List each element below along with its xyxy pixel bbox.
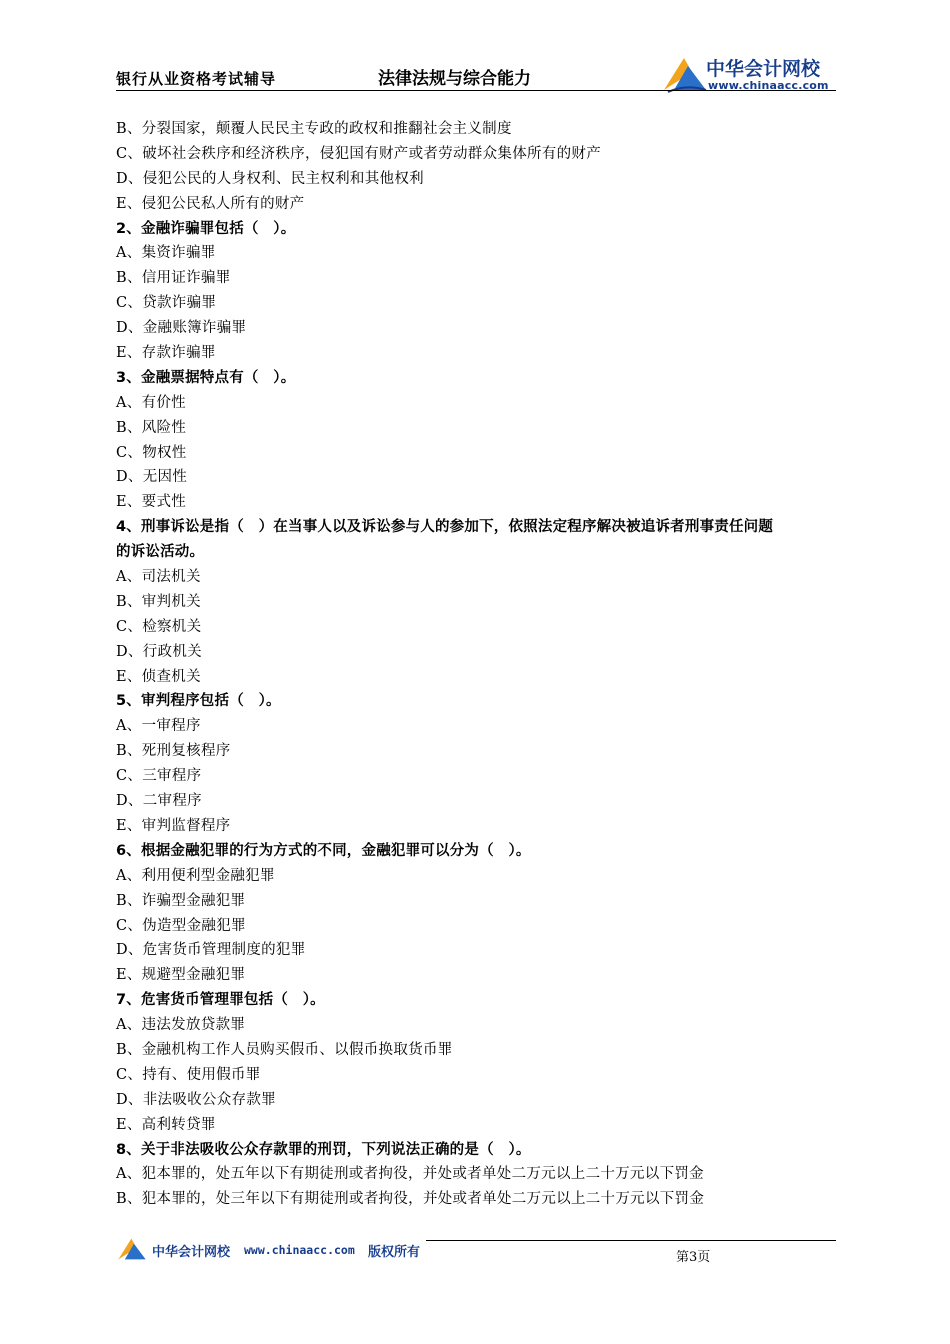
answer-option: D、行政机关 bbox=[116, 643, 202, 660]
answer-option: B、死刑复核程序 bbox=[116, 743, 231, 760]
answer-option: D、非法吸收公众存款罪 bbox=[116, 1091, 276, 1108]
page-number: 第3页 bbox=[676, 1250, 711, 1265]
answer-option: B、风险性 bbox=[116, 419, 187, 436]
answer-option: D、侵犯公民的人身权利、民主权利和其他权利 bbox=[116, 170, 424, 187]
question-stem: 8、关于非法吸收公众存款罪的刑罚，下列说法正确的是（ ）。 bbox=[116, 1141, 531, 1158]
answer-option: A、集资诈骗罪 bbox=[116, 245, 216, 262]
question-stem: 7、危害货币管理罪包括（ ）。 bbox=[116, 992, 325, 1009]
answer-option: C、伪造型金融犯罪 bbox=[116, 917, 246, 934]
answer-option: E、审判监督程序 bbox=[116, 817, 231, 834]
answer-option: C、检察机关 bbox=[116, 618, 202, 635]
footer-divider bbox=[426, 1240, 836, 1241]
answer-option: B、犯本罪的，处三年以下有期徒刑或者拘役，并处或者单处二万元以上二十万元以下罚金 bbox=[116, 1191, 705, 1208]
answer-option: E、规避型金融犯罪 bbox=[116, 967, 246, 984]
answer-option: C、持有、使用假币罪 bbox=[116, 1066, 261, 1083]
answer-option: B、金融机构工作人员购买假币、以假币换取货币罪 bbox=[116, 1041, 453, 1058]
question-stem: 6、根据金融犯罪的行为方式的不同，金融犯罪可以分为（ ）。 bbox=[116, 842, 531, 859]
answer-option: B、诈骗型金融犯罪 bbox=[116, 892, 246, 909]
question-stem: 5、审判程序包括（ ）。 bbox=[116, 693, 281, 710]
answer-option: D、无因性 bbox=[116, 469, 188, 486]
brand-url: www.chinaacc.com bbox=[708, 79, 829, 92]
brand-logo-icon bbox=[662, 54, 708, 94]
answer-option: C、破坏社会秩序和经济秩序，侵犯国有财产或者劳动群众集体所有的财产 bbox=[116, 145, 601, 162]
brand-name: 中华会计网校 bbox=[706, 58, 821, 80]
answer-option: E、存款诈骗罪 bbox=[116, 345, 216, 362]
footer-copyright: 版权所有 bbox=[368, 1245, 421, 1260]
answer-option: E、侵犯公民私人所有的财产 bbox=[116, 195, 305, 212]
answer-option: E、要式性 bbox=[116, 494, 187, 511]
question-stem: 4、刑事诉讼是指（ ）在当事人以及诉讼参与人的参加下，依照法定程序解决被追诉者刑事责任问题 bbox=[116, 519, 774, 536]
header-title: 法律法规与综合能力 bbox=[378, 69, 531, 89]
answer-option: A、利用便利型金融犯罪 bbox=[116, 867, 275, 884]
footer-brand-name: 中华会计网校 bbox=[152, 1245, 231, 1260]
question-content bbox=[116, 117, 838, 1212]
answer-option: D、危害货币管理制度的犯罪 bbox=[116, 942, 306, 959]
page-footer bbox=[116, 1236, 836, 1266]
answer-option: B、分裂国家，颠覆人民民主专政的政权和推翻社会主义制度 bbox=[116, 121, 512, 137]
answer-option: B、信用证诈骗罪 bbox=[116, 270, 231, 287]
answer-option: E、高利转贷罪 bbox=[116, 1116, 216, 1133]
footer-logo-icon bbox=[116, 1236, 148, 1262]
answer-option: D、金融账簿诈骗罪 bbox=[116, 320, 247, 337]
brand-logo[interactable] bbox=[662, 52, 842, 98]
answer-option: B、审判机关 bbox=[116, 593, 201, 610]
footer-url[interactable]: www.chinaacc.com bbox=[244, 1243, 355, 1257]
question-stem: 3、金融票据特点有（ ）。 bbox=[116, 369, 296, 386]
answer-option: A、犯本罪的，处五年以下有期徒刑或者拘役，并处或者单处二万元以上二十万元以下罚金 bbox=[116, 1166, 704, 1183]
answer-option: C、贷款诈骗罪 bbox=[116, 295, 217, 312]
header-divider bbox=[116, 90, 836, 91]
answer-option: A、司法机关 bbox=[116, 569, 201, 586]
question-stem: 2、金融诈骗罪包括（ ）。 bbox=[116, 220, 296, 237]
answer-option: A、有价性 bbox=[116, 394, 186, 411]
question-stem: 的诉讼活动。 bbox=[116, 544, 205, 561]
header-subject: 银行从业资格考试辅导 bbox=[116, 70, 277, 88]
answer-option: D、二审程序 bbox=[116, 793, 202, 810]
answer-option: C、物权性 bbox=[116, 444, 187, 461]
answer-option: A、违法发放贷款罪 bbox=[116, 1017, 246, 1034]
answer-option: A、一审程序 bbox=[116, 718, 201, 735]
answer-option: E、侦查机关 bbox=[116, 668, 201, 685]
answer-option: C、三审程序 bbox=[116, 768, 202, 785]
